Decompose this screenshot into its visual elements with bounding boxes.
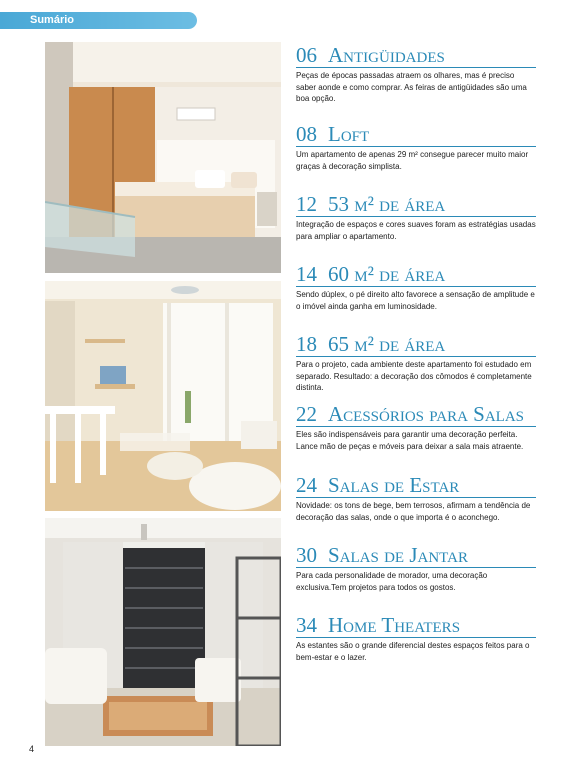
toc-entry-name: Antigüidades xyxy=(328,43,445,67)
toc-entry-title[interactable] xyxy=(296,333,536,357)
toc-entry-description: Para cada personalidade de morador, uma decoração exclusiva.Tem projetos para todos os gostos. xyxy=(296,571,488,592)
toc-entry-description: Peças de épocas passadas atraem os olhares, mas é preciso saber aonde e como comprar. As feiras de antigüidades são uma boa opção. xyxy=(296,71,527,103)
toc-entry[interactable] xyxy=(296,333,536,394)
toc-entry-name: Home Theaters xyxy=(328,613,461,637)
toc-entry-number: 18 xyxy=(296,332,317,356)
toc-entry-title[interactable] xyxy=(296,123,536,147)
page-number: 4 xyxy=(29,744,35,754)
section-label: Sumário xyxy=(30,14,75,26)
toc-entry-title[interactable] xyxy=(296,474,536,498)
toc-entry-number: 08 xyxy=(296,122,317,146)
toc-entry-title[interactable] xyxy=(296,614,536,638)
photo-living-room xyxy=(45,281,281,511)
toc-entry-number: 14 xyxy=(296,262,317,286)
toc-entry[interactable] xyxy=(296,544,536,593)
toc-entry-title[interactable] xyxy=(296,403,536,427)
toc-entry-number: 24 xyxy=(296,473,317,497)
toc-entry-description: Sendo dúplex, o pé direito alto favorece a sensação de amplitude e o imóvel ainda ganha em luminosidade. xyxy=(296,290,535,311)
toc-entry[interactable] xyxy=(296,403,536,452)
toc-entry-number: 30 xyxy=(296,543,317,567)
photo-living-room-curtains xyxy=(45,518,281,746)
toc-entry-number: 06 xyxy=(296,43,317,67)
toc-entry-title[interactable] xyxy=(296,193,536,217)
toc-entry[interactable] xyxy=(296,123,536,172)
toc-entry-description: Integração de espaços e cores suaves foram as estratégias usadas para ampliar o apartamento. xyxy=(296,220,536,241)
toc-entry-number: 12 xyxy=(296,192,317,216)
toc-entry[interactable] xyxy=(296,44,536,105)
toc-entry-number: 22 xyxy=(296,402,317,426)
toc-entry-name: Salas de Estar xyxy=(328,473,460,497)
toc-entry-name: Salas de Jantar xyxy=(328,543,468,567)
toc-entry-description: Para o projeto, cada ambiente deste apartamento foi estudado em separado. Resultado: a decoração dos cômodos é completamente distinta. xyxy=(296,360,532,392)
toc-entry[interactable] xyxy=(296,193,536,242)
toc-entry-name: Acessórios para Salas xyxy=(328,402,525,426)
toc-entry-description: Eles são indispensáveis para garantir uma decoração perfeita. Lance mão de peças e móveis para deixar a sala mais atraente. xyxy=(296,430,524,451)
toc-entry-description: As estantes são o grande diferencial destes espaços feitos para o bem-estar e o lazer. xyxy=(296,641,530,662)
photo-loft-bedroom xyxy=(45,42,281,273)
toc-entry-description: Novidade: os tons de bege, bem terrosos, afirmam a tendência de decoração das salas, onde o que importa é o aconchego. xyxy=(296,501,531,522)
toc-entry-name: 53 m² de área xyxy=(328,192,446,216)
toc-entry-name: 60 m² de área xyxy=(328,262,446,286)
toc-entry-name: Loft xyxy=(328,122,370,146)
toc-entry-name: 65 m² de área xyxy=(328,332,446,356)
toc-entry[interactable] xyxy=(296,474,536,523)
toc-entry[interactable] xyxy=(296,263,536,312)
toc-entry-title[interactable] xyxy=(296,44,536,68)
toc-entry-number: 34 xyxy=(296,613,317,637)
toc-entry-description: Um apartamento de apenas 29 m² consegue parecer muito maior graças à decoração simplista. xyxy=(296,150,529,171)
toc-entry-title[interactable] xyxy=(296,263,536,287)
section-header-bar xyxy=(0,12,197,29)
toc-entry[interactable] xyxy=(296,614,536,663)
toc-entry-title[interactable] xyxy=(296,544,536,568)
